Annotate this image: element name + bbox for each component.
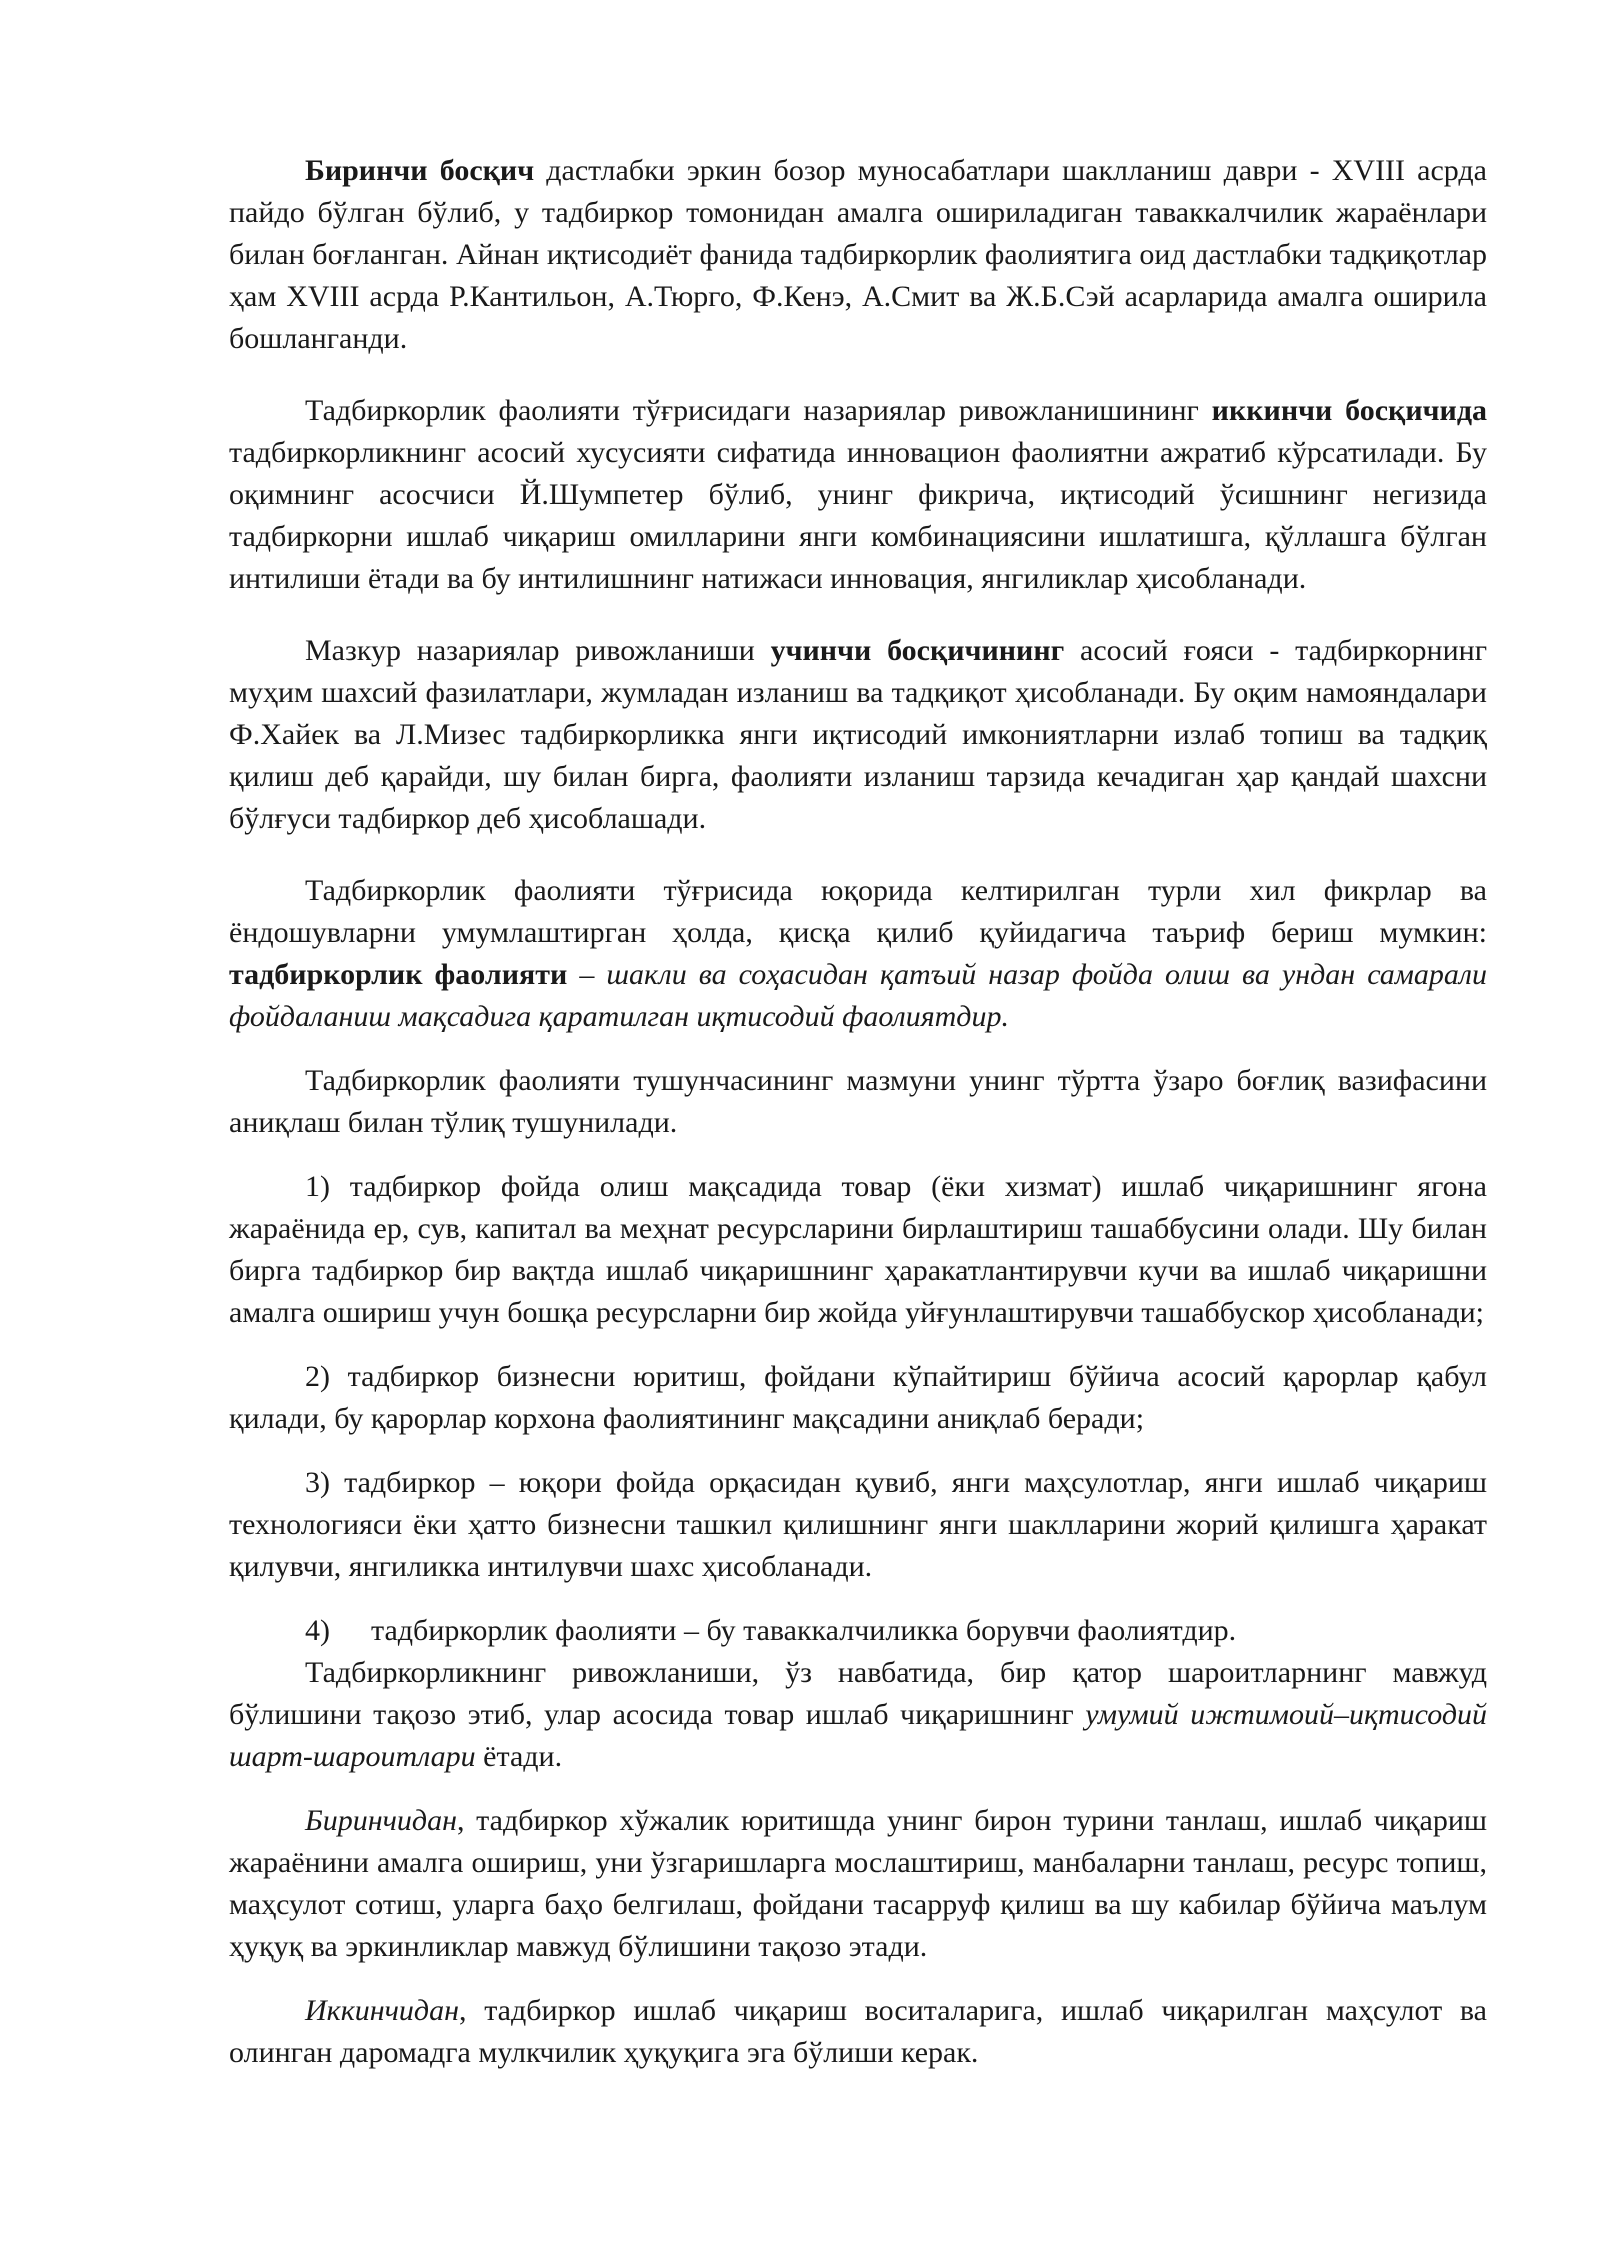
paragraph-text: , тадбиркор ишлаб чиқариш воситаларига, ишлаб чиқарилган маҳсулот ва олинган даромадга мулкчилик ҳуқуқига эга бўлиши керак.	[229, 1994, 1487, 2069]
paragraph-firstly	[229, 1800, 1487, 1968]
paragraph-text: тадбиркорлик фаолияти – бу таваккалчиликка борувчи фаолиятдир.	[371, 1614, 1237, 1647]
italic-term: Иккинчидан	[305, 1994, 459, 2027]
paragraph-text: ётади.	[475, 1740, 563, 1773]
bold-term: учинчи босқичининг	[770, 634, 1065, 667]
paragraph-functions-intro: Тадбиркорлик фаолияти тушунчасининг мазмуни унинг тўртта ўзаро боғлиқ вазифасини аниқлаш билан тўлиқ тушунилади.	[229, 1064, 1487, 1139]
paragraph-secondly	[229, 1990, 1487, 2074]
paragraph-text: Тадбиркорликнинг ривожланиши, ўз навбатида, бир қатор шароитларнинг мавжуд бўлишини тақозо этиб, улар асосида товар ишлаб чиқаришнинг	[229, 1656, 1487, 1731]
paragraph-first-stage	[229, 150, 1487, 360]
paragraph-third-stage	[229, 630, 1487, 840]
italic-term: Биринчидан	[305, 1804, 457, 1837]
paragraph-text: , тадбиркор хўжалик юритишда унинг бирон турини танлаш, ишлаб чиқариш жараёнини амалга ошириш, уни ўзгаришларга мослаштириш, манбаларни танлаш, ресурс топиш, маҳсулот сотиш, уларга баҳо белгилаш, фойдани тасарруф қилиш ва шу кабилар бўйича маълум ҳуқуқ ва эркинликлар мавжуд бўлишини тақозо этади.	[229, 1804, 1487, 1963]
paragraph-text: тадбиркорликнинг асосий хусусияти сифатида инновацион фаолиятни ажратиб кўрсатилади. Бу оқимнинг асосчиси Й.Шумпетер бўлиб, унинг фикрича, иқтисодий ўсишнинг негизида тадбиркорни ишлаб чиқариш омилларини янги комбинациясини ишлатишга, қўллашга бўлган интилиши ётади ва бу интилишнинг натижаси инновация, янгиликлар ҳисобланади.	[229, 436, 1487, 595]
paragraph-text: Тадбиркорлик фаолияти тўғрисидаги назариялар ривожланишининг	[305, 394, 1212, 427]
paragraph-definition	[229, 870, 1487, 1038]
list-number: 4)	[305, 1614, 330, 1647]
bold-term: иккинчи босқичида	[1211, 394, 1487, 427]
italic-term: умумий ижтимоий–иқтисодий шарт-шароитлари	[229, 1698, 1487, 1773]
paragraph-function-1: 1) тадбиркор фойда олиш мақсадида товар (ёки хизмат) ишлаб чиқаришнинг ягона жараёнида ер, сув, капитал ва меҳнат ресурсларини бирлаштириш ташаббусини олади. Шу билан бирга тадбиркор бир вақтда ишлаб чиқаришнинг ҳаракатлантирувчи кучи ва ишлаб чиқаришни амалга ошириш учун бошқа ресурсларни бир жойда уйғунлаштирувчи ташаббускор ҳисобланади;	[229, 1170, 1487, 1329]
document-page	[229, 150, 1487, 2074]
paragraph-text: дастлабки эркин бозор муносабатлари шаклланиш даври - XVIII асрда пайдо бўлган бўлиб, у тадбиркор томонидан амалга ошириладиган таваккалчилик жараёнлари билан боғланган. Айнан иқтисодиёт фанида тадбиркорлик фаолиятига оид дастлабки тадқиқотлар ҳам XVIII асрда Р.Кантильон, А.Тюрго, Ф.Кенэ, А.Смит ва Ж.Б.Сэй асарларида амалга оширила бошланганди.	[229, 154, 1487, 355]
italic-definition: – шакли ва соҳасидан қатъий назар фойда олиш ва ундан самарали фойдаланиш мақсадига қаратилган иқтисодий фаолиятдир.	[229, 958, 1487, 1033]
paragraph-conditions	[229, 1652, 1487, 1778]
paragraph-function-4	[229, 1610, 1487, 1652]
bold-term: Биринчи босқич	[305, 154, 535, 187]
bold-term: тадбиркорлик фаолияти	[229, 958, 568, 991]
paragraph-second-stage	[229, 390, 1487, 600]
paragraph-function-2: 2) тадбиркор бизнесни юритиш, фойдани кўпайтириш бўйича асосий қарорлар қабул қилади, бу қарорлар корхона фаолиятининг мақсадини аниқлаб беради;	[229, 1360, 1487, 1435]
paragraph-text: Мазкур назариялар ривожланиши	[305, 634, 771, 667]
paragraph-function-3: 3) тадбиркор – юқори фойда орқасидан қувиб, янги маҳсулотлар, янги ишлаб чиқариш технологияси ёки ҳатто бизнесни ташкил қилишнинг янги шаклларини жорий қилишга ҳаракат қилувчи, янгиликка интилувчи шахс ҳисобланади.	[229, 1466, 1487, 1583]
paragraph-text: асосий ғояси - тадбиркорнинг муҳим шахсий фазилатлари, жумладан изланиш ва тадқиқот ҳисобланади. Бу оқим намояндалари Ф.Хайек ва Л.Мизес тадбиркорликка янги иқтисодий имкониятларни излаб топиш ва тадқиқ қилиш деб қарайди, шу билан бирга, фаолияти изланиш тарзида кечадиган ҳар қандай шахсни бўлғуси тадбиркор деб ҳисоблашади.	[229, 634, 1487, 835]
paragraph-text: Тадбиркорлик фаолияти тўғрисида юқорида келтирилган турли хил фикрлар ва ёндошувларни умумлаштирган ҳолда, қисқа қилиб қуйидагича таъриф бериш мумкин:	[229, 874, 1487, 949]
